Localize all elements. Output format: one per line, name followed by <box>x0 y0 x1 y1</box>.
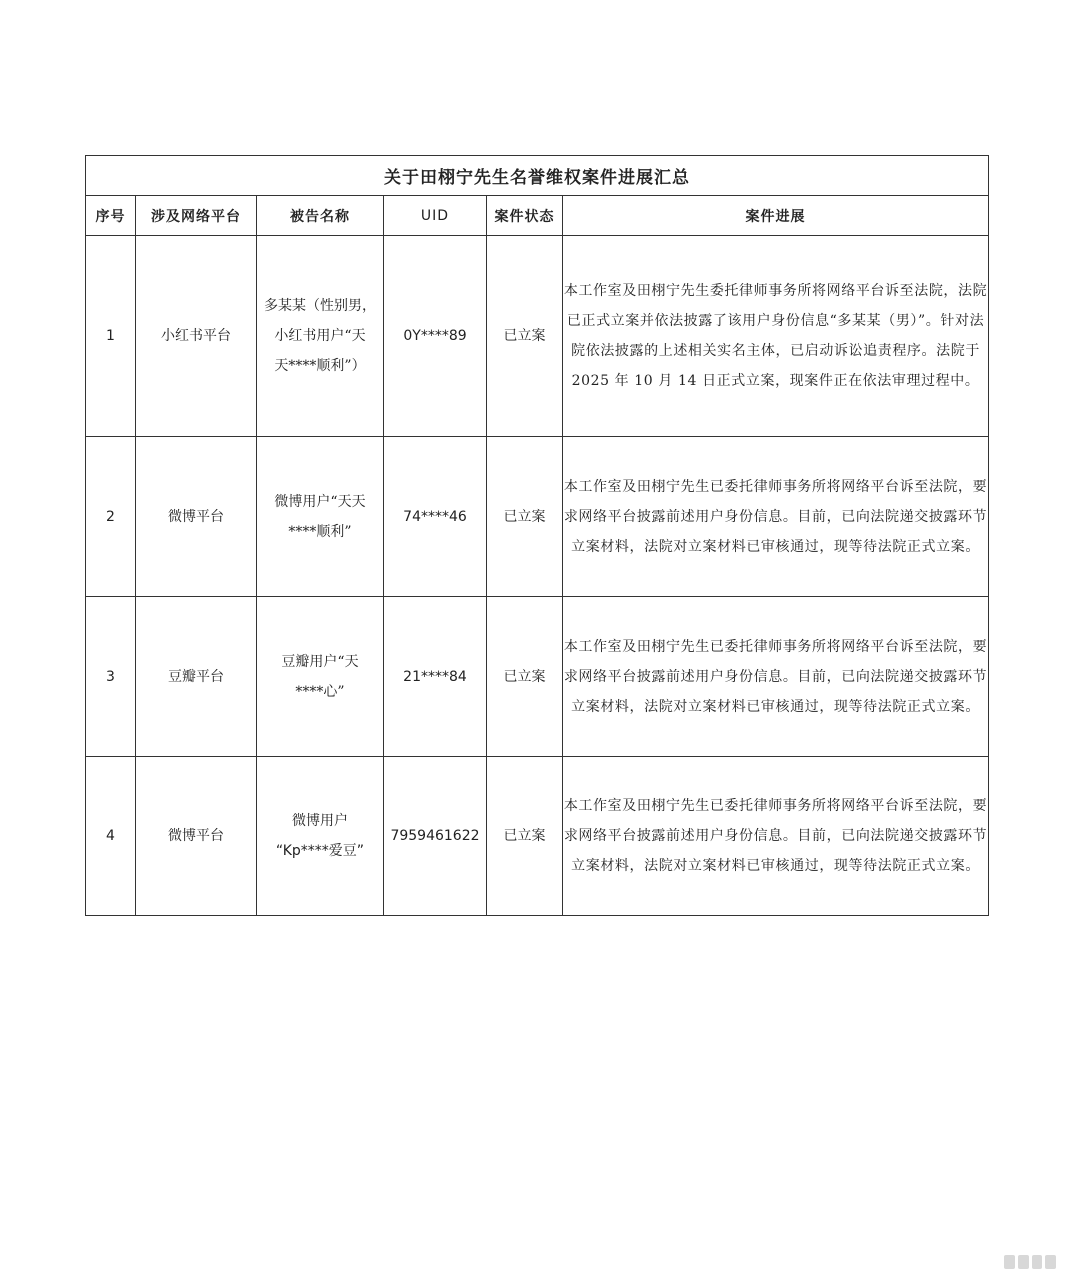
row-platform: 小红书平台 <box>136 236 257 437</box>
row-defendant <box>257 597 384 757</box>
header-defendant: 被告名称 <box>257 196 384 236</box>
table-row <box>86 236 989 437</box>
defendant-line: 小红书用户“天 <box>274 328 366 344</box>
defendant-line: ****心” <box>295 683 345 700</box>
row-uid: 21****84 <box>384 597 487 757</box>
table-row <box>86 757 989 916</box>
table-title: 关于田栩宁先生名誉维权案件进展汇总 <box>86 156 989 196</box>
row-status: 已立案 <box>487 236 563 437</box>
defendant-line: 天****顺利”） <box>274 358 366 374</box>
header-no: 序号 <box>86 196 136 236</box>
row-progress: 本工作室及田栩宁先生已委托律师事务所将网络平台诉至法院，要求网络平台披露前述用户身份信息。目前，已向法院递交披露环节立案材料，法院对立案材料已审核通过，现等待法院正式立案。 <box>563 597 989 757</box>
header-platform: 涉及网络平台 <box>136 196 257 236</box>
row-progress: 本工作室及田栩宁先生已委托律师事务所将网络平台诉至法院，要求网络平台披露前述用户身份信息。目前，已向法院递交披露环节立案材料，法院对立案材料已审核通过，现等待法院正式立案。 <box>563 757 989 916</box>
table-header-row <box>86 196 989 236</box>
defendant-line: 微博用户“天天 <box>274 493 366 510</box>
table-row <box>86 437 989 597</box>
row-progress: 本工作室及田栩宁先生已委托律师事务所将网络平台诉至法院，要求网络平台披露前述用户身份信息。目前，已向法院递交披露环节立案材料，法院对立案材料已审核通过，现等待法院正式立案。 <box>563 437 989 597</box>
case-progress-table <box>85 155 989 916</box>
defendant-line: 多某某（性别男， <box>264 298 376 314</box>
row-number: 1 <box>86 236 136 437</box>
header-progress: 案件进展 <box>563 196 989 236</box>
row-status: 已立案 <box>487 437 563 597</box>
row-platform: 微博平台 <box>136 437 257 597</box>
header-uid: UID <box>384 196 487 236</box>
row-number: 2 <box>86 437 136 597</box>
defendant-line: 豆瓣用户“天 <box>281 653 359 670</box>
row-number: 3 <box>86 597 136 757</box>
row-defendant <box>257 236 384 437</box>
watermark-logo-icon <box>1004 1255 1056 1269</box>
table-row <box>86 597 989 757</box>
row-defendant <box>257 437 384 597</box>
row-progress: 本工作室及田栩宁先生委托律师事务所将网络平台诉至法院，法院已正式立案并依法披露了该用户身份信息“多某某（男）”。针对法院依法披露的上述相关实名主体，已启动诉讼追责程序。法院于 2025 年 10 月 14 日正式立案，现案件正在依法审理过程中。 <box>563 236 989 437</box>
row-status: 已立案 <box>487 597 563 757</box>
row-platform: 豆瓣平台 <box>136 597 257 757</box>
defendant-line: ****顺利” <box>288 523 352 540</box>
row-platform: 微博平台 <box>136 757 257 916</box>
header-status: 案件状态 <box>487 196 563 236</box>
row-status: 已立案 <box>487 757 563 916</box>
row-uid: 0Y****89 <box>384 236 487 437</box>
defendant-line: 微博用户 <box>292 813 348 829</box>
row-uid: 7959461622 <box>384 757 487 916</box>
row-defendant <box>257 757 384 916</box>
defendant-line: “Kp****爱豆” <box>275 843 365 859</box>
row-number: 4 <box>86 757 136 916</box>
row-uid: 74****46 <box>384 437 487 597</box>
